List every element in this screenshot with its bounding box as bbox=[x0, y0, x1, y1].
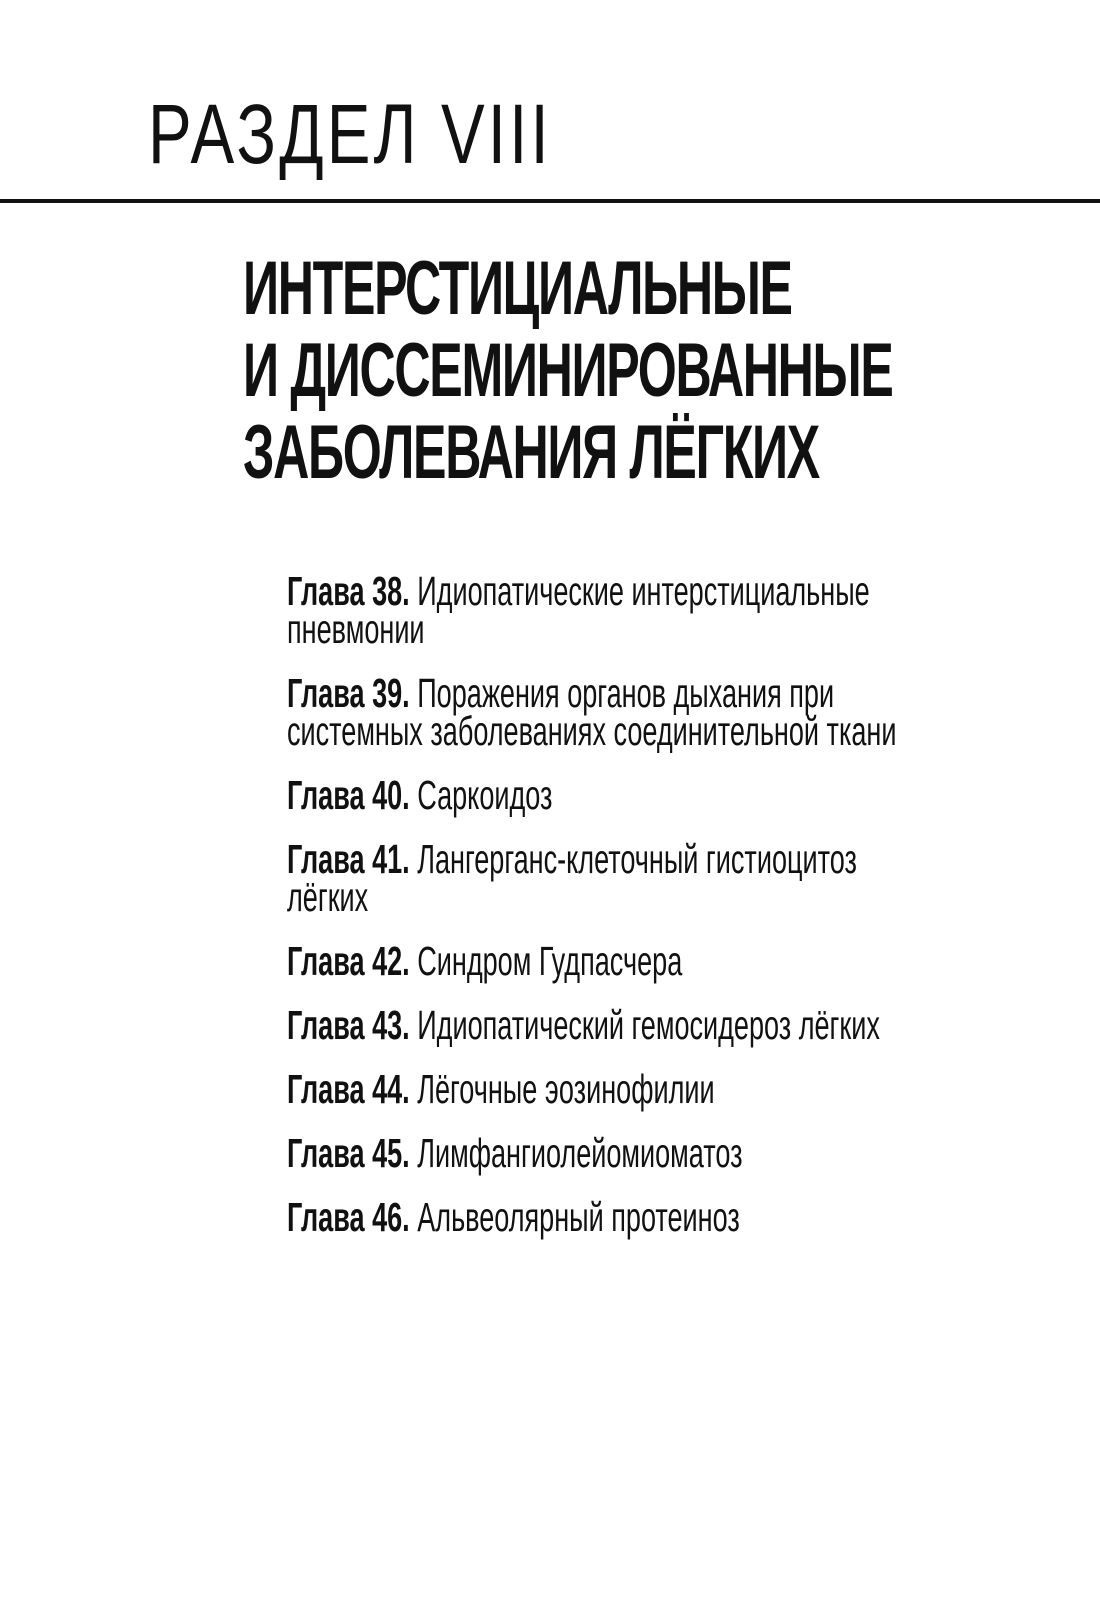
chapter-item bbox=[287, 836, 947, 920]
chapter-title: Лёгочные эозинофилии bbox=[417, 1066, 715, 1112]
chapter-number: Глава 43. bbox=[287, 1002, 410, 1048]
chapter-number: Глава 46. bbox=[287, 1194, 410, 1240]
chapter-number: Глава 38. bbox=[287, 568, 410, 614]
chapter-number: Глава 45. bbox=[287, 1130, 410, 1176]
section-title-line: И ДИССЕМИНИРОВАННЫЕ bbox=[243, 328, 893, 413]
section-title bbox=[243, 248, 892, 494]
chapter-item bbox=[287, 1194, 947, 1240]
section-divider bbox=[0, 199, 1100, 203]
chapter-number: Глава 39. bbox=[287, 670, 410, 716]
chapter-item bbox=[287, 568, 947, 652]
chapter-item bbox=[287, 1002, 947, 1048]
chapter-number: Глава 42. bbox=[287, 938, 410, 984]
chapter-title: Поражения органов дыхания при bbox=[417, 670, 835, 716]
chapter-title-continuation: пневмонии bbox=[287, 606, 425, 652]
chapter-title: Идиопатический гемосидероз лёгких bbox=[417, 1002, 880, 1048]
chapter-title: Альвеолярный протеиноз bbox=[417, 1194, 740, 1240]
chapter-title: Саркоидоз bbox=[417, 772, 553, 818]
chapter-item bbox=[287, 772, 947, 818]
section-title-line: ЗАБОЛЕВАНИЯ ЛЁГКИХ bbox=[243, 410, 819, 495]
section-label: РАЗДЕЛ VIII bbox=[148, 87, 552, 181]
chapter-title: Синдром Гудпасчера bbox=[417, 938, 683, 984]
chapter-title: Лангерганс-клеточный гистиоцитоз bbox=[417, 836, 857, 882]
chapter-number: Глава 41. bbox=[287, 836, 410, 882]
chapter-item bbox=[287, 938, 947, 984]
chapter-title: Идиопатические интерстициальные bbox=[417, 568, 870, 614]
chapter-number: Глава 40. bbox=[287, 772, 410, 818]
chapter-item bbox=[287, 1066, 947, 1112]
section-title-line: ИНТЕРСТИЦИАЛЬНЫЕ bbox=[243, 246, 792, 331]
chapter-list bbox=[287, 568, 947, 1262]
chapter-item bbox=[287, 670, 947, 754]
chapter-title: Лимфангиолейомиоматоз bbox=[417, 1130, 743, 1176]
chapter-title-continuation: лёгких bbox=[287, 874, 369, 920]
chapter-title-continuation: системных заболеваниях соединительной ткани bbox=[287, 708, 897, 754]
chapter-item bbox=[287, 1130, 947, 1176]
chapter-number: Глава 44. bbox=[287, 1066, 410, 1112]
